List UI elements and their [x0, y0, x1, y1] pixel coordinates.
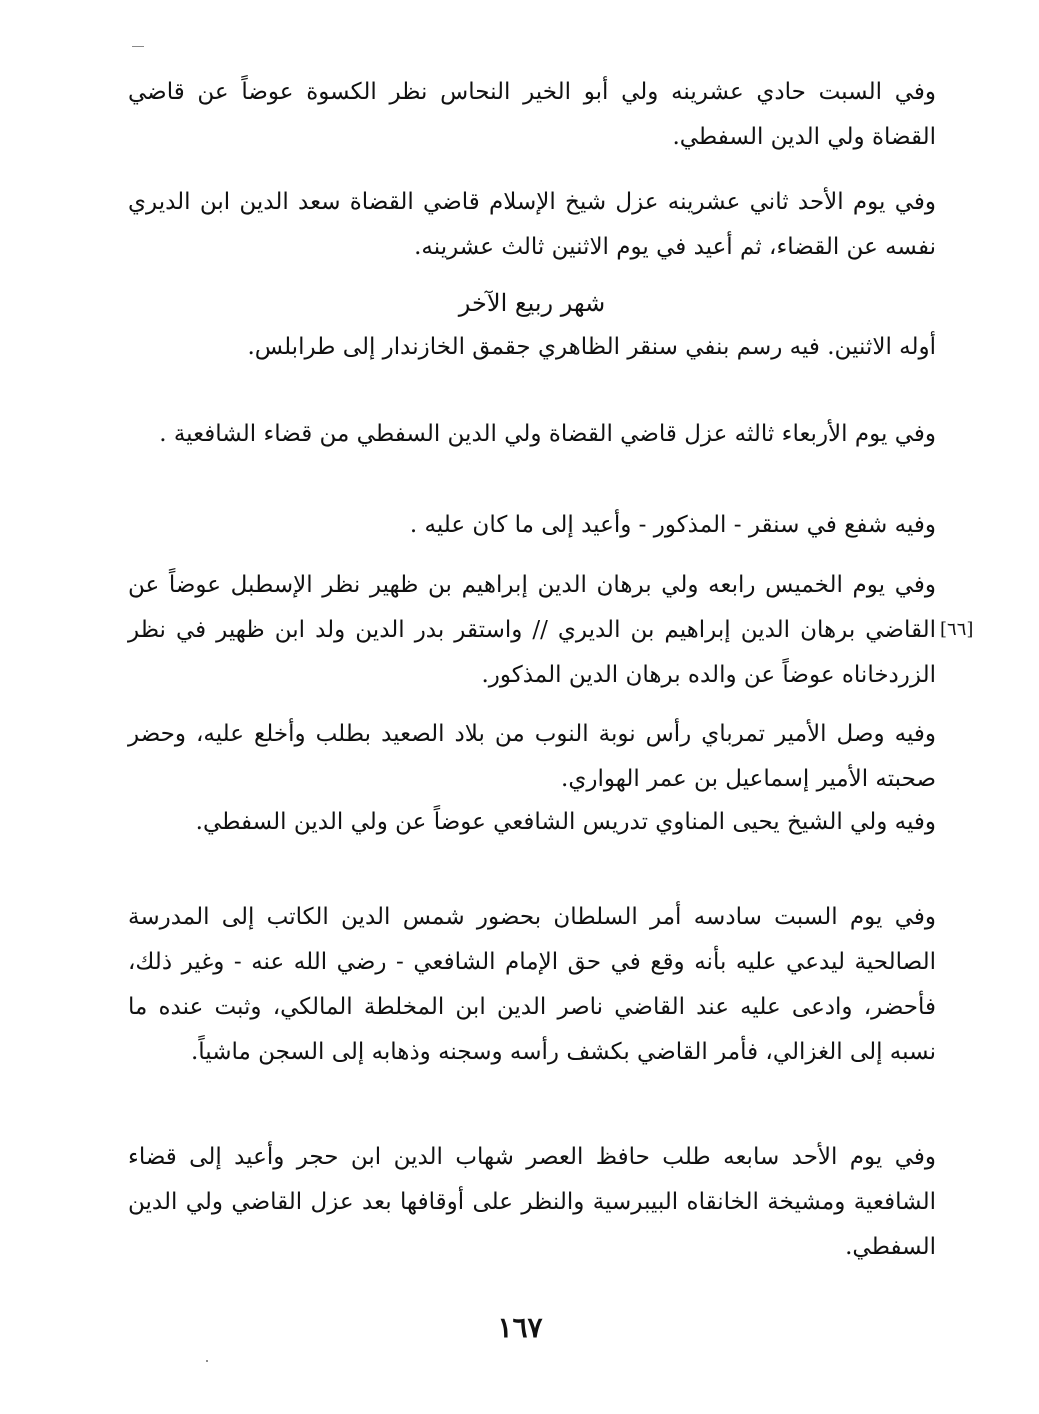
paragraph-tamurbay: وفيه وصل الأمير تمرباي رأس نوبة النوب من بلاد الصعيد بطلب وأخلع عليه، وحضر صحبته الأمير إسماعيل بن عمر الهواري.: [128, 721, 936, 792]
paragraph-nasr-kiswa: وفي السبت حادي عشرينه ولي أبو الخير النحاس نظر الكسوة عوضاً عن قاضي القضاة ولي الدين السفطي.: [128, 79, 936, 150]
paragraph-shams-al-din-trial: وفي يوم السبت سادسه أمر السلطان بحضور شمس الدين الكاتب إلى المدرسة الصالحية ليدعي عليه بأنه وقع في حق الإمام الشافعي - رضي الله عنه - وغير ذلك، فأحضر، وادعى عليه عند القاضي ناصر الدين ابن المخلطة المالكي، وثبت عنده ما نسبه إلى الغزالي، فأمر القاضي بكشف رأسه وسجنه وذهابه إلى السجن ماشياً.: [128, 904, 936, 1065]
paragraph-ibn-hajar: وفي يوم الأحد سابعه طلب حافظ العصر شهاب الدين ابن حجر وأعيد إلى قضاء الشافعية ومشيخة الخانقاه البيبرسية والنظر على أوقافها بعد عزل القاضي ولي الدين السفطي.: [128, 1144, 936, 1260]
paragraph-ibn-al-dayri: وفي يوم الأحد ثاني عشرينه عزل شيخ الإسلام قاضي القضاة سعد الدين ابن الديري نفسه عن القضاء، ثم أعيد في يوم الاثنين ثالث عشرينه.: [128, 189, 936, 260]
scan-mark: [132, 46, 144, 47]
scan-dot: [206, 1360, 208, 1362]
paragraph-ibn-zahir: وفي يوم الخميس رابعه ولي برهان الدين إبراهيم بن ظهير نظر الإسطبل عوضاً عن القاضي برهان الدين إبراهيم بن الديري // واستقر بدر الدين ولد ابن ظهير في نظر الزردخاناه عوضاً عن والده برهان الدين المذكور.: [128, 572, 936, 688]
paragraph-sunqur-pardon: وفيه شفع في سنقر - المذكور - وأعيد إلى ما كان عليه .: [409, 512, 936, 538]
paragraph-munawi: وفيه ولي الشيخ يحيى المناوي تدريس الشافعي عوضاً عن ولي الدين السفطي.: [195, 809, 936, 835]
section-heading: شهر ربيع الآخر: [458, 289, 606, 317]
manuscript-folio-marker: [٦٦]: [940, 619, 974, 640]
paragraph-sunqur-exile: أوله الاثنين. فيه رسم بنفي سنقر الظاهري جقمق الخازندار إلى طرابلس.: [247, 334, 936, 360]
paragraph-safti-dismissal: وفي يوم الأربعاء ثالثه عزل قاضي القضاة ولي الدين السفطي من قضاء الشافعية .: [159, 421, 936, 447]
page-number: ١٦٧: [497, 1311, 543, 1344]
